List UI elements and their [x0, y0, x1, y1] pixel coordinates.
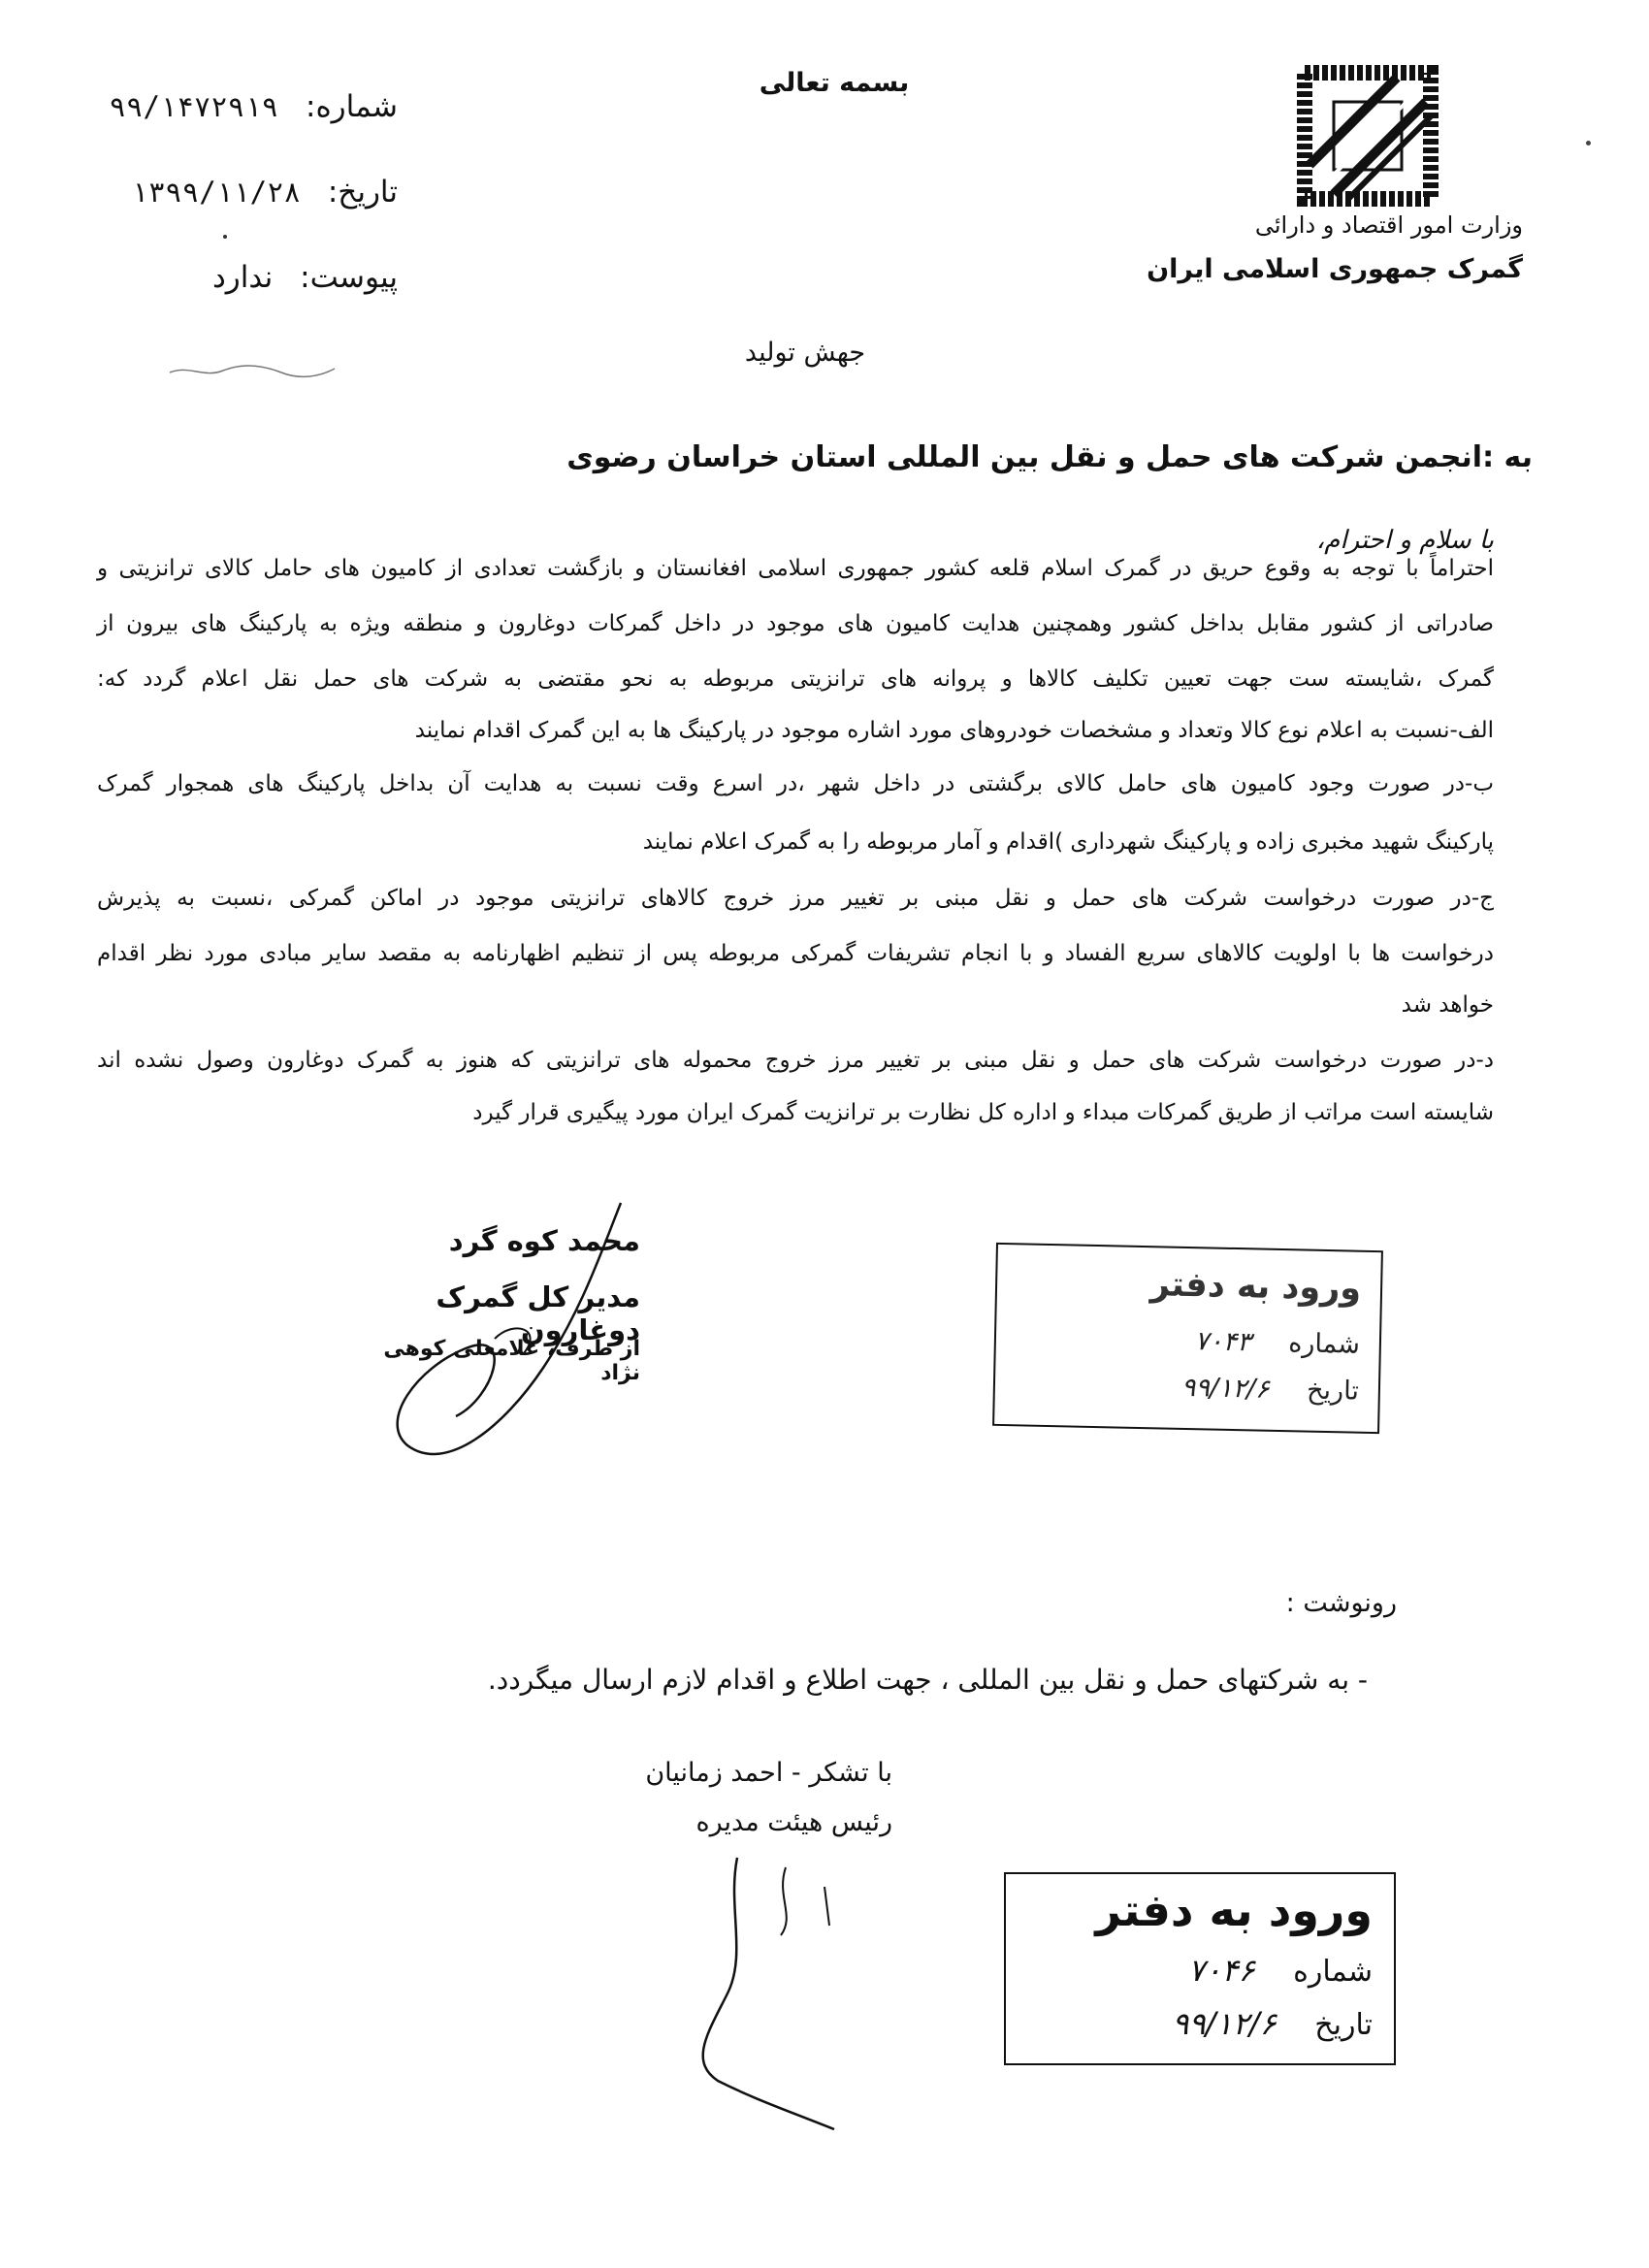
recipient-line: به :انجمن شرکت های حمل و نقل بین المللی استان خراسان رضوی [566, 440, 1533, 474]
letter-date-value: ۱۳۹۹/۱۱/۲۸ [131, 176, 301, 209]
stamp-number-row [1194, 1326, 1360, 1360]
letter-date-row [78, 175, 398, 210]
letter-date-label: تاریخ: [327, 175, 398, 210]
body-line: د-در صورت درخواست شرکت های حمل و نقل مبنی بر تغییر مرز خروج محموله های ترانزیتی که هنوز به گمرک دوغارون وصول نشده اند [97, 1048, 1494, 1073]
stamp-number-label: شماره [1287, 1328, 1361, 1360]
stamp-date-label: تاریخ [1314, 2008, 1373, 2042]
stamp-number-value: ۷۰۴۳ [1194, 1326, 1251, 1358]
regards-line: با تشکر - احمد زمانیان [645, 1758, 892, 1788]
signatory-on-behalf: از طرف، غلامعلی کوهی نژاد [383, 1337, 640, 1385]
body-line: ب-در صورت وجود کامیون های حامل کالای برگشتی در داخل شهر ،در اسرع وقت نسبت به هدایت آن بداخل پارکینگ های همجوار گمرک [97, 771, 1494, 796]
body-line: گمرک ،شایسته ست جهت تعیین تکلیف کالاها و پروانه های ترانزیتی مربوطه به نحو مقتضی به شرکت های حمل نقل اعلام گردد که: [97, 666, 1494, 692]
stamp-number-row [1188, 1952, 1373, 1989]
attachment-value: ندارد [211, 260, 274, 295]
signatory-title: مدیر کل گمرک دوغارون [436, 1280, 640, 1346]
attachment-row [78, 260, 398, 295]
stamp-date-row [1172, 2005, 1373, 2042]
letter-number-value: ۹۹/۱۴۷۲۹۱۹ [109, 90, 279, 123]
chair-signature-icon [669, 1848, 902, 2139]
stamp-title: ورود به دفتر [1149, 1265, 1362, 1309]
copy-line: - به شرکتهای حمل و نقل بین المللی ، جهت اطلاع و اقدام لازم ارسال میگردد. [487, 1664, 1368, 1696]
faint-scribble-icon [165, 361, 340, 380]
stamp-date-label: تاریخ [1306, 1375, 1360, 1407]
date-mark [223, 235, 227, 239]
letter-number-row [78, 89, 398, 124]
purpose-slogan: جهش تولید [744, 338, 866, 368]
body-line: درخواست ها با اولویت کالاهای سریع الفساد و با انجام تشریفات گمرکی مربوطه پس از تنظیم اظهارنامه به مقصد سایر مبادی مورد نظر اقدام [97, 941, 1494, 966]
stamp-date-value: ۹۹/۱۲/۶ [1180, 1372, 1270, 1405]
basmala-heading: بسمه تعالی [759, 68, 910, 98]
body-line: احتراماً با توجه به وقوع حریق در گمرک اسلام قلعه کشور جمهوری اسلامی افغانستان و بازگشت تعدادی از کامیون های حامل کالای ترانزیتی و [97, 556, 1494, 581]
body-line: ج-در صورت درخواست شرکت های حمل و نقل مبنی بر تغییر مرز خروج کالاهای ترانزیتی موجود در اماکن گمرکی ،نسبت به پذیرش [97, 886, 1494, 911]
registry-stamp-1 [992, 1243, 1383, 1434]
letter-number-label: شماره: [306, 89, 398, 124]
body-line: شایسته است مراتب از طریق گمرکات مبداء و اداره کل نظارت بر ترانزیت گمرک ایران مورد پیگیری قرار گیرد [472, 1100, 1494, 1125]
stamp-date-value: ۹۹/۱۲/۶ [1172, 2005, 1277, 2042]
signatory-name: محمد کوه گرد [448, 1224, 640, 1257]
stamp-number-label: شماره [1293, 1955, 1373, 1989]
attachment-label: پیوست: [300, 260, 398, 295]
body-line: الف-نسبت به اعلام نوع کالا وتعداد و مشخصات خودروهای مورد اشاره موجود در پارکینگ ها به این گمرک اقدام نمایند [414, 718, 1494, 743]
body-line: صادراتی از کشور مقابل بداخل کشور وهمچنین هدایت کامیون های موجود در داخل گمرکات دوغارون و منطقه ویژه به پارکینگ های بیرون از [97, 611, 1494, 636]
stamp-date-row [1181, 1373, 1360, 1407]
edge-mark [1586, 141, 1591, 146]
director-signature-icon [378, 1193, 650, 1484]
registry-stamp-2 [1004, 1872, 1396, 2065]
customs-logo-icon [1290, 58, 1445, 213]
faint-note-mark [165, 361, 340, 384]
stamp-title: ورود به دفتر [1095, 1884, 1373, 1936]
copy-label: رونوشت : [1285, 1588, 1397, 1618]
stamp-number-value: ۷۰۴۶ [1187, 1952, 1255, 1989]
organization-name: گمرک جمهوری اسلامی ایران [1147, 254, 1523, 284]
body-line: خواهد شد [1401, 992, 1494, 1018]
chair-title: رئیس هیئت مدیره [695, 1807, 892, 1837]
body-line: پارکینگ شهید مخبری زاده و پارکینگ شهرداری )اقدام و آمار مربوطه را به گمرک اعلام نمایند [642, 829, 1494, 855]
greeting-line: با سلام و احترام، [1315, 526, 1494, 555]
ministry-name: وزارت امور اقتصاد و دارائی [1254, 211, 1523, 239]
